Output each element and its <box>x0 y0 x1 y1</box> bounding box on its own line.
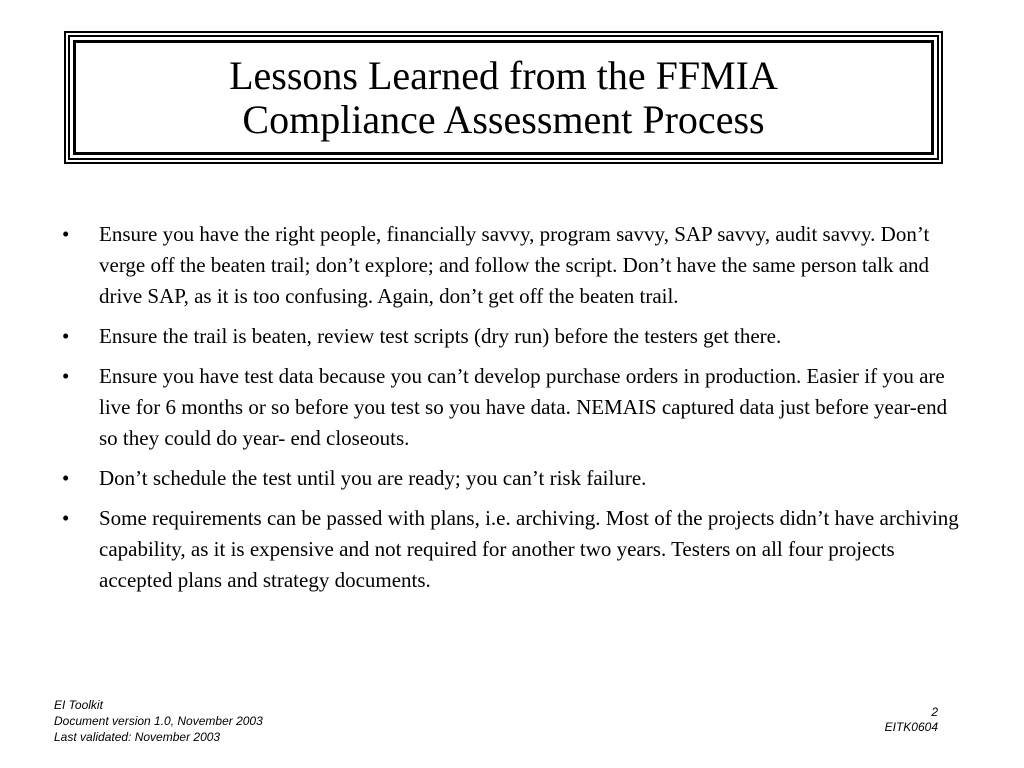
bullet-item-2 <box>62 321 962 352</box>
document-code: EITK0604 <box>884 720 938 734</box>
bullet-item-1 <box>62 219 962 312</box>
bullet-list <box>62 219 962 605</box>
bullet-item-5 <box>62 503 962 596</box>
page-number: 2 <box>931 705 938 719</box>
slide-title-line-1: Lessons Learned from the FFMIA <box>229 52 778 98</box>
bullet-text-4: Don’t schedule the test until you are ready; you can’t risk failure. <box>99 466 647 490</box>
footer-document-version: Document version 1.0, November 2003 <box>54 714 263 728</box>
slide-title-line-2: Compliance Assessment Process <box>242 96 765 142</box>
bullet-item-3 <box>62 361 962 454</box>
footer-left <box>54 697 263 745</box>
bullet-icon: • <box>62 324 70 348</box>
bullet-item-4 <box>62 463 962 494</box>
bullet-icon: • <box>62 364 70 388</box>
bullet-text-2: Ensure the trail is beaten, review test scripts (dry run) before the testers get there. <box>99 324 782 348</box>
bullet-icon: • <box>62 222 70 246</box>
footer-right <box>885 705 938 735</box>
bullet-icon: • <box>62 506 70 530</box>
bullet-text-1: Ensure you have the right people, financially savvy, program savvy, SAP savvy, audit savvy. Don’t verge off the beaten trail; don’t explore; and follow the script. Don’t have the same person talk and drive SAP, as it is too confusing. Again, don’t get off the beaten trail. <box>99 222 930 308</box>
bullet-text-3: Ensure you have test data because you can’t develop purchase orders in production. Easier if you are live for 6 months or so before you test so you have data. NEMAIS captured data just before year-end so they could do year- end closeouts. <box>99 364 948 450</box>
bullet-text-5: Some requirements can be passed with plans, i.e. archiving. Most of the projects didn’t have archiving capability, as it is expensive and not required for another two years. Testers on all four projects accepted plans and strategy documents. <box>99 506 959 592</box>
footer-last-validated: Last validated: November 2003 <box>54 730 221 744</box>
bullet-icon: • <box>62 466 70 490</box>
slide-title <box>229 54 778 142</box>
title-box <box>64 31 943 164</box>
footer-toolkit-name: EI Toolkit <box>54 698 103 712</box>
